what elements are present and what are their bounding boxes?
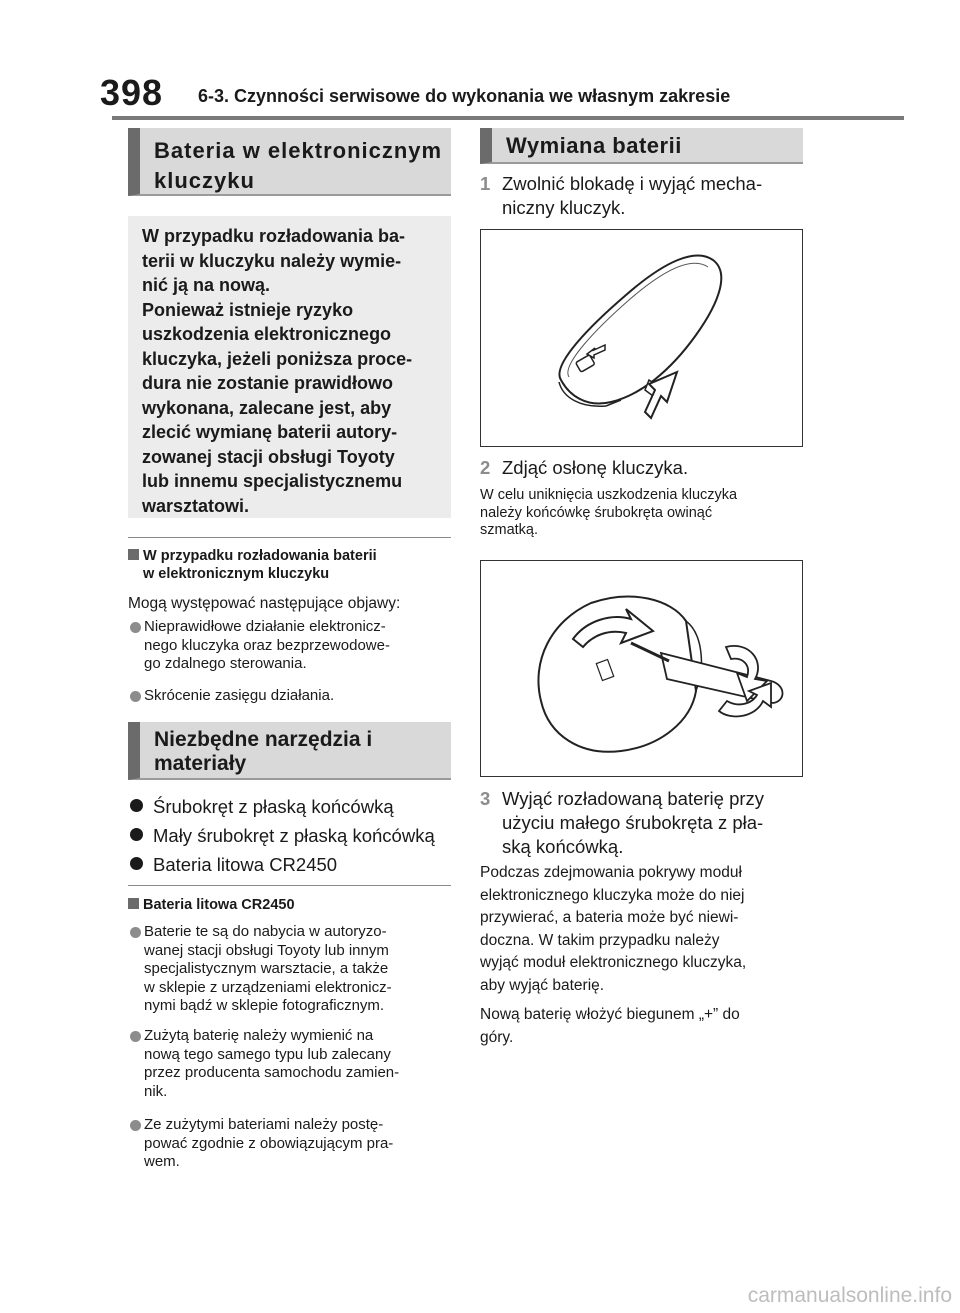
step-text: Zwolnić blokadę i wyjąć mecha- niczny kluczyk. <box>502 173 763 218</box>
step-text: Wyjąć rozładowaną baterię przy użyciu małego śrubokręta z pła- ską końcówką. <box>502 788 765 857</box>
step-3 <box>480 787 810 859</box>
subheading-discharge <box>128 547 458 583</box>
watermark: carmanualsonline.info <box>747 1284 952 1307</box>
divider <box>128 885 451 886</box>
tool-item <box>130 825 435 847</box>
bullet-icon <box>130 1031 141 1042</box>
step-1 <box>480 172 810 220</box>
bullet-icon <box>130 622 141 633</box>
warning-text: W przypadku rozładowania ba- terii w kluczyku należy wymie- nić ją na nową. Ponieważ istnieje ryzyko uszkodzenia elektronicznego kluczyka, jeżeli poniższa proce- dura nie zostanie prawidłowo wykonana, zalecane jest, aby zlecić wymianę baterii autory- zowanej stacji obsługi Toyoty lub innemu specjalistycznemu warsztatowi. <box>142 226 413 516</box>
list-item <box>130 923 455 1016</box>
step-3-note-polarity: Nową baterię włożyć biegunem „+” do góry. <box>480 1006 740 1046</box>
section-heading-tools: Niezbędne narzędzia i materiały <box>128 722 451 780</box>
step-2 <box>480 456 810 480</box>
square-bullet-icon <box>128 549 139 560</box>
step-number: 2 <box>480 457 491 478</box>
section-heading-exchange: Wymiana baterii <box>480 128 803 164</box>
key-release-illustration <box>481 230 802 446</box>
cover-removal-illustration <box>481 561 802 776</box>
page-number: 398 <box>100 72 164 113</box>
bullet-icon <box>130 927 141 938</box>
tool-item-text: Śrubokręt z płaską końcówką <box>153 796 394 817</box>
step-number: 3 <box>480 788 491 809</box>
square-bullet-icon <box>128 898 139 909</box>
step-number: 1 <box>480 173 491 194</box>
bullet-icon <box>130 691 141 702</box>
step-2-note: W celu uniknięcia uszkodzenia kluczyka należy końcówkę śrubokręta owinąć szmatką. <box>480 487 738 538</box>
tool-item <box>130 854 337 876</box>
figure-remove-mechanical-key <box>480 229 803 447</box>
subheading-cr2450 <box>128 896 295 914</box>
subheading-line: w elektronicznym kluczyku <box>143 566 330 582</box>
list-item-text: Nieprawidłowe działanie elektronicz- nego kluczyka oraz bezprzewodowe- go zdalnego sterowania. <box>144 618 390 672</box>
warning-box <box>128 216 451 518</box>
step-text: Zdjąć osłonę kluczyka. <box>502 457 689 478</box>
symptoms-intro: Mogą występować następujące objawy: <box>128 595 401 612</box>
bullet-icon <box>130 828 143 841</box>
list-item <box>130 1027 455 1101</box>
header-divider <box>112 116 904 120</box>
bullet-icon <box>130 1120 141 1131</box>
chapter-title: 6-3. Czynności serwisowe do wykonania we własnym zakresie <box>198 86 731 106</box>
list-item <box>130 1116 455 1172</box>
figure-remove-cover <box>480 560 803 777</box>
tool-item-text: Bateria litowa CR2450 <box>153 854 338 875</box>
tool-item <box>130 796 394 818</box>
divider <box>128 537 451 538</box>
bullet-icon <box>130 799 143 812</box>
list-item <box>130 618 455 674</box>
list-item-text: Skrócenie zasięgu działania. <box>144 687 335 704</box>
section-heading-battery: Bateria w elektronicznym kluczyku <box>128 128 451 196</box>
subheading-line: Bateria litowa CR2450 <box>143 897 295 913</box>
list-item-text: Baterie te są do nabycia w autoryzo- wanej stacji obsługi Toyoty lub innym specjalistycznym warsztacie, a także w sklepie z urządzeniami elektronicz- nymi bądź w sklepie fotograficznym. <box>144 923 392 1014</box>
subheading-line: W przypadku rozładowania baterii <box>143 548 377 564</box>
list-item-text: Ze zużytymi bateriami należy postę- pować zgodnie z obowiązującym pra- wem. <box>144 1116 394 1170</box>
list-item <box>130 687 455 706</box>
list-item-text: Zużytą baterię należy wymienić na nową tego samego typu lub zalecany przez producenta samochodu zamien- nik. <box>144 1027 400 1100</box>
tool-item-text: Mały śrubokręt z płaską końcówką <box>153 825 435 846</box>
step-3-note: Podczas zdejmowania pokrywy moduł elektronicznego kluczyka może do niej przywierać, a bateria może być niewi- doczna. W takim przypadku należy wyjąć moduł elektronicznego kluczyka, aby wyjąć baterię. <box>480 864 747 994</box>
bullet-icon <box>130 857 143 870</box>
